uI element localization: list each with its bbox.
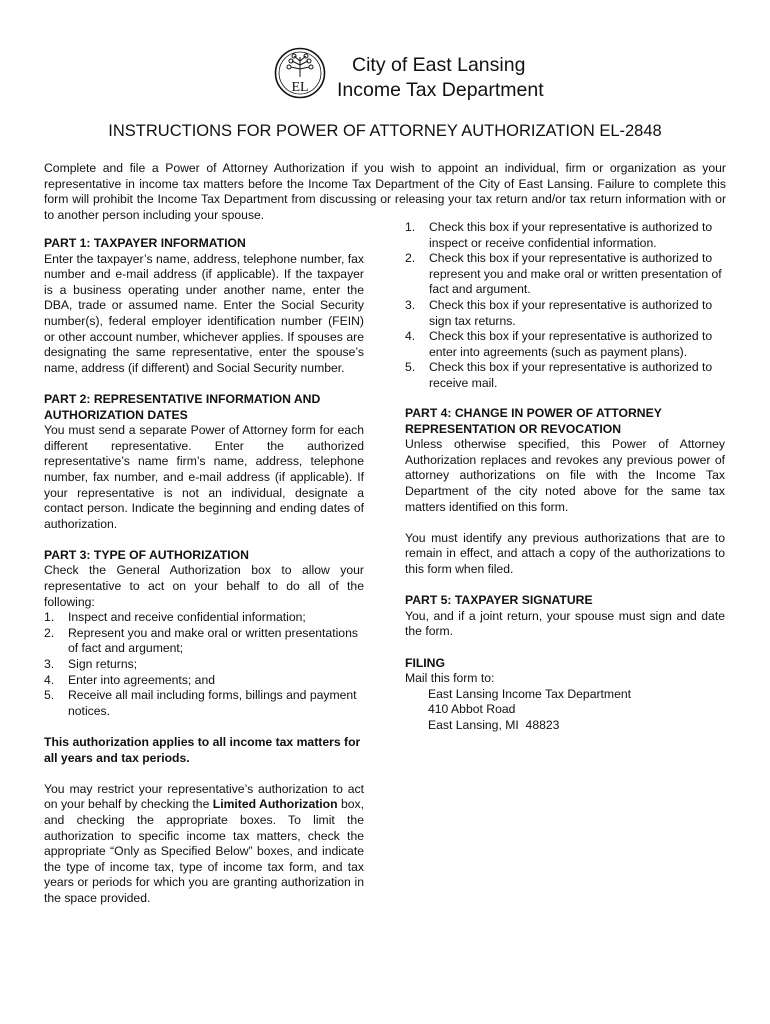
part5-body: You, and if a joint return, your spouse must sign and date the form. xyxy=(405,608,725,639)
restrict-paragraph: You may restrict your representative’s authorization to act on your behalf by checking the Limited Authorization box, and checking the appropriate boxes. To limit the authorization to specific income tax matters, check the appropriate “Only as Specified Below” boxes, and indicate the type of income tax, type of income tax form, and tax years or periods for which you are granting authorization in the space provided. xyxy=(44,781,364,905)
list-item: 2. Check this box if your representative is authorized to represent you and make oral or written presentation of fact and argument. xyxy=(405,251,722,297)
list-item: 3. Sign returns; xyxy=(44,657,138,672)
limited-authorization-list xyxy=(405,220,725,392)
address-line: East Lansing, MI 48823 xyxy=(428,717,560,732)
address-line: East Lansing Income Tax Department xyxy=(428,686,632,701)
part3-body: Check the General Authorization box to allow your representative to act on your behalf to do all of the following: xyxy=(44,563,364,609)
list-item: 5. Check this box if your representative is authorized to receive mail. xyxy=(405,360,713,390)
part4-heading-line1: PART 4: CHANGE IN POWER OF ATTORNEY xyxy=(405,406,662,420)
department-name: Income Tax Department xyxy=(337,79,544,101)
part1-heading: PART 1: TAXPAYER INFORMATION xyxy=(44,236,246,250)
general-authorization-list xyxy=(44,610,364,719)
left-column xyxy=(44,236,364,907)
part2-heading-line2: AUTHORIZATION DATES xyxy=(44,407,188,422)
mailing-address xyxy=(405,687,725,734)
intro-paragraph: Complete and file a Power of Attorney Authorization if you wish to appoint an individual, firm or organization as your representative in income tax matters before the Income Tax Department of the City of East Lansing. Failure to complete this form will prohibit the Income Tax Department from discussing or releasing your tax return and/or tax return information with or to another person including your spouse. xyxy=(44,161,726,222)
page-title: INSTRUCTIONS FOR POWER OF ATTORNEY AUTHORIZATION EL-2848 xyxy=(108,122,662,140)
list-item: 1. Inspect and receive confidential information; xyxy=(44,610,306,625)
part2-body: You must send a separate Power of Attorney form for each different representative. Enter the authorized representative’s name firm’s name, address, telephone number, fax number, and e-mail address (if applicable). If your representative is not an individual, designate a contact person. Indicate the beginning and ending dates of authorization. xyxy=(44,423,364,531)
part2-heading-line1: PART 2: REPRESENTATIVE INFORMATION AND xyxy=(44,391,321,406)
list-item: 4. Enter into agreements; and xyxy=(44,672,216,687)
part4-previous-authorizations: You must identify any previous authorizations that are to remain in effect, and attach a copy of the authorizations to this form when filed. xyxy=(405,530,725,576)
part1-body: Enter the taxpayer’s name, address, telephone number, fax number and e-mail address (if applicable). If the taxpayer is a business operating under another name, enter the DBA, trade or assumed name. Enter the Social Security number(s), federal employer identification number (FEIN) or other account number, whichever applies. If spouses are designating the same representative, enter the spouse’s name, address (if different) and Social Security number. xyxy=(44,251,365,375)
city-name: City of East Lansing xyxy=(352,54,526,76)
list-item: 4. Check this box if your representative is authorized to enter into agreements (such as payment plans). xyxy=(405,329,713,359)
all-matters-note: This authorization applies to all income tax matters for all years and tax periods. xyxy=(44,735,361,765)
part3-heading: PART 3: TYPE OF AUTHORIZATION xyxy=(44,547,249,562)
list-item: 5. Receive all mail including forms, billings and payment notices. xyxy=(44,688,357,718)
list-item: 3. Check this box if your representative is authorized to sign tax returns. xyxy=(405,297,713,328)
right-column-lower xyxy=(405,406,725,733)
part4-body: Unless otherwise specified, this Power of Attorney Authorization replaces and revokes any previous power of attorney authorizations on file with the Income Tax Department of the city noted above for the same tax matters identified on this form. xyxy=(405,437,725,514)
list-item: 2. Represent you and make oral or written presentations of fact and argument; xyxy=(44,625,358,656)
filing-intro: Mail this form to: xyxy=(405,671,495,686)
filing-heading: FILING xyxy=(405,655,445,670)
part4-heading-line2: REPRESENTATION OR REVOCATION xyxy=(405,421,621,436)
limited-authorization-term: Limited Authorization xyxy=(212,797,338,812)
city-seal-logo xyxy=(274,47,326,99)
seal-letters: EL xyxy=(291,80,309,95)
address-line: 410 Abbot Road xyxy=(428,702,516,717)
department-header xyxy=(337,53,544,103)
right-column xyxy=(405,220,725,392)
list-item: 1. Check this box if your representative is authorized to inspect or receive confidential information. xyxy=(405,220,713,250)
part5-heading: PART 5: TAXPAYER SIGNATURE xyxy=(405,593,593,608)
